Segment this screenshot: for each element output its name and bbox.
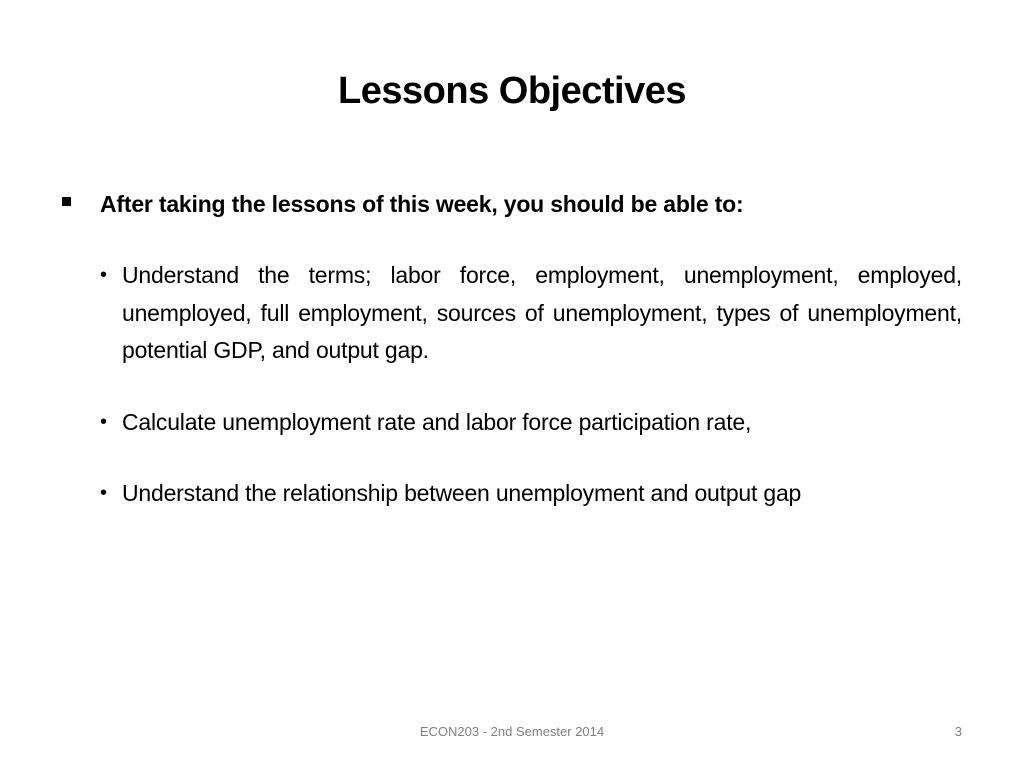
intro-text: After taking the lessons of this week, you should be able to: xyxy=(100,191,744,217)
slide-title: Lessons Objectives xyxy=(338,70,686,112)
square-bullet-icon xyxy=(62,197,71,206)
bullet-dot-icon: • xyxy=(100,482,108,504)
objective-text: Calculate unemployment rate and labor force participation rate, xyxy=(122,408,752,435)
objective-text: Understand the relationship between unemployment and output gap xyxy=(122,480,802,506)
objective-item xyxy=(100,404,962,442)
bullet-dot-icon: • xyxy=(100,264,108,286)
slide-footer: ECON203 - 2nd Semester 2014 xyxy=(419,724,605,739)
objective-item xyxy=(100,475,962,513)
bullet-dot-icon: • xyxy=(100,410,108,433)
level1-bullet-item xyxy=(62,186,962,222)
objectives-list xyxy=(100,257,962,547)
page-number: 3 xyxy=(954,724,962,739)
objective-text: Understand the terms; labor force, employment, unemployment, employed, unemployed, full employment, sources of unemployment, types of unemployment, potential GDP, and output gap. xyxy=(122,262,962,363)
objective-item xyxy=(100,257,962,370)
